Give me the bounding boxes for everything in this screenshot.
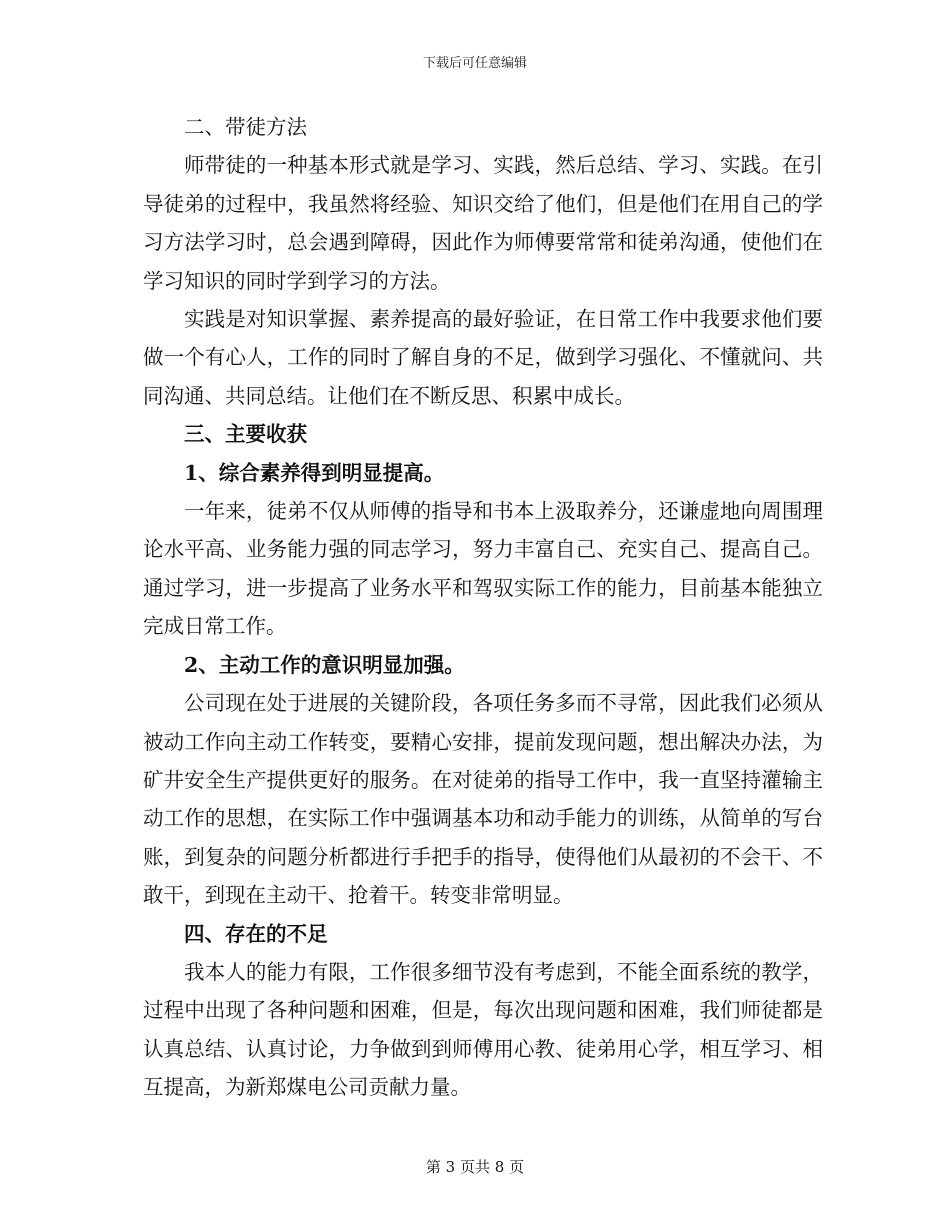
document-body [143,108,823,1107]
header-note: 下载后可任意编辑 [422,56,527,71]
paragraph: 我本人的能力有限，工作很多细节没有考虑到，不能全面系统的教学，过程中出现了各种问题和困难，但是，每次出现问题和困难，我们师徒都是认真总结、认真讨论，力争做到到师傅用心教、徒弟用心学，相互学习、相互提高，为新郑煤电公司贡献力量。 [143,959,823,1100]
subheading-quality: 1、综合素养得到明显提高。 [184,460,445,485]
section-heading-methods: 二、带徒方法 [184,115,307,139]
page-number: 第 3 页共 8 页 [425,1158,525,1176]
paragraph: 实践是对知识掌握、素养提高的最好验证，在日常工作中我要求他们要做一个有心人，工作的同时了解自身的不足，做到学习强化、不懂就问、共同沟通、共同总结。让他们在不断反思、积累中成长。 [143,307,823,408]
paragraph: 公司现在处于进展的关键阶段，各项任务多而不寻常，因此我们必须从被动工作向主动工作转变，要精心安排，提前发现问题，想出解决办法，为矿井安全生产提供更好的服务。在对徒弟的指导工作中，我一直坚持灌输主动工作的思想，在实际工作中强调基本功和动手能力的训练，从简单的写台账，到复杂的问题分析都进行手把手的指导，使得他们从最初的不会干、不敢干，到现在主动干、抢着干。转变非常明显。 [143,691,823,908]
paragraph: 一年来，徒弟不仅从师傅的指导和书本上汲取养分，还谦虚地向周围理论水平高、业务能力强的同志学习，努力丰富自己、充实自己、提高自己。通过学习，进一步提高了业务水平和驾驭实际工作的能力，目前基本能独立完成日常工作。 [143,499,823,639]
subheading-initiative: 2、主动工作的意识明显加强。 [184,652,465,677]
section-heading-gains: 三、主要收获 [184,422,307,447]
section-heading-shortcomings: 四、存在的不足 [184,921,328,946]
paragraph: 师带徒的一种基本形式就是学习、实践，然后总结、学习、实践。在引导徒弟的过程中，我虽然将经验、知识交给了他们，但是他们在用自己的学习方法学习时，总会遇到障碍，因此作为师傅要常常和徒弟沟通，使他们在学习知识的同时学到学习的方法。 [143,153,823,293]
